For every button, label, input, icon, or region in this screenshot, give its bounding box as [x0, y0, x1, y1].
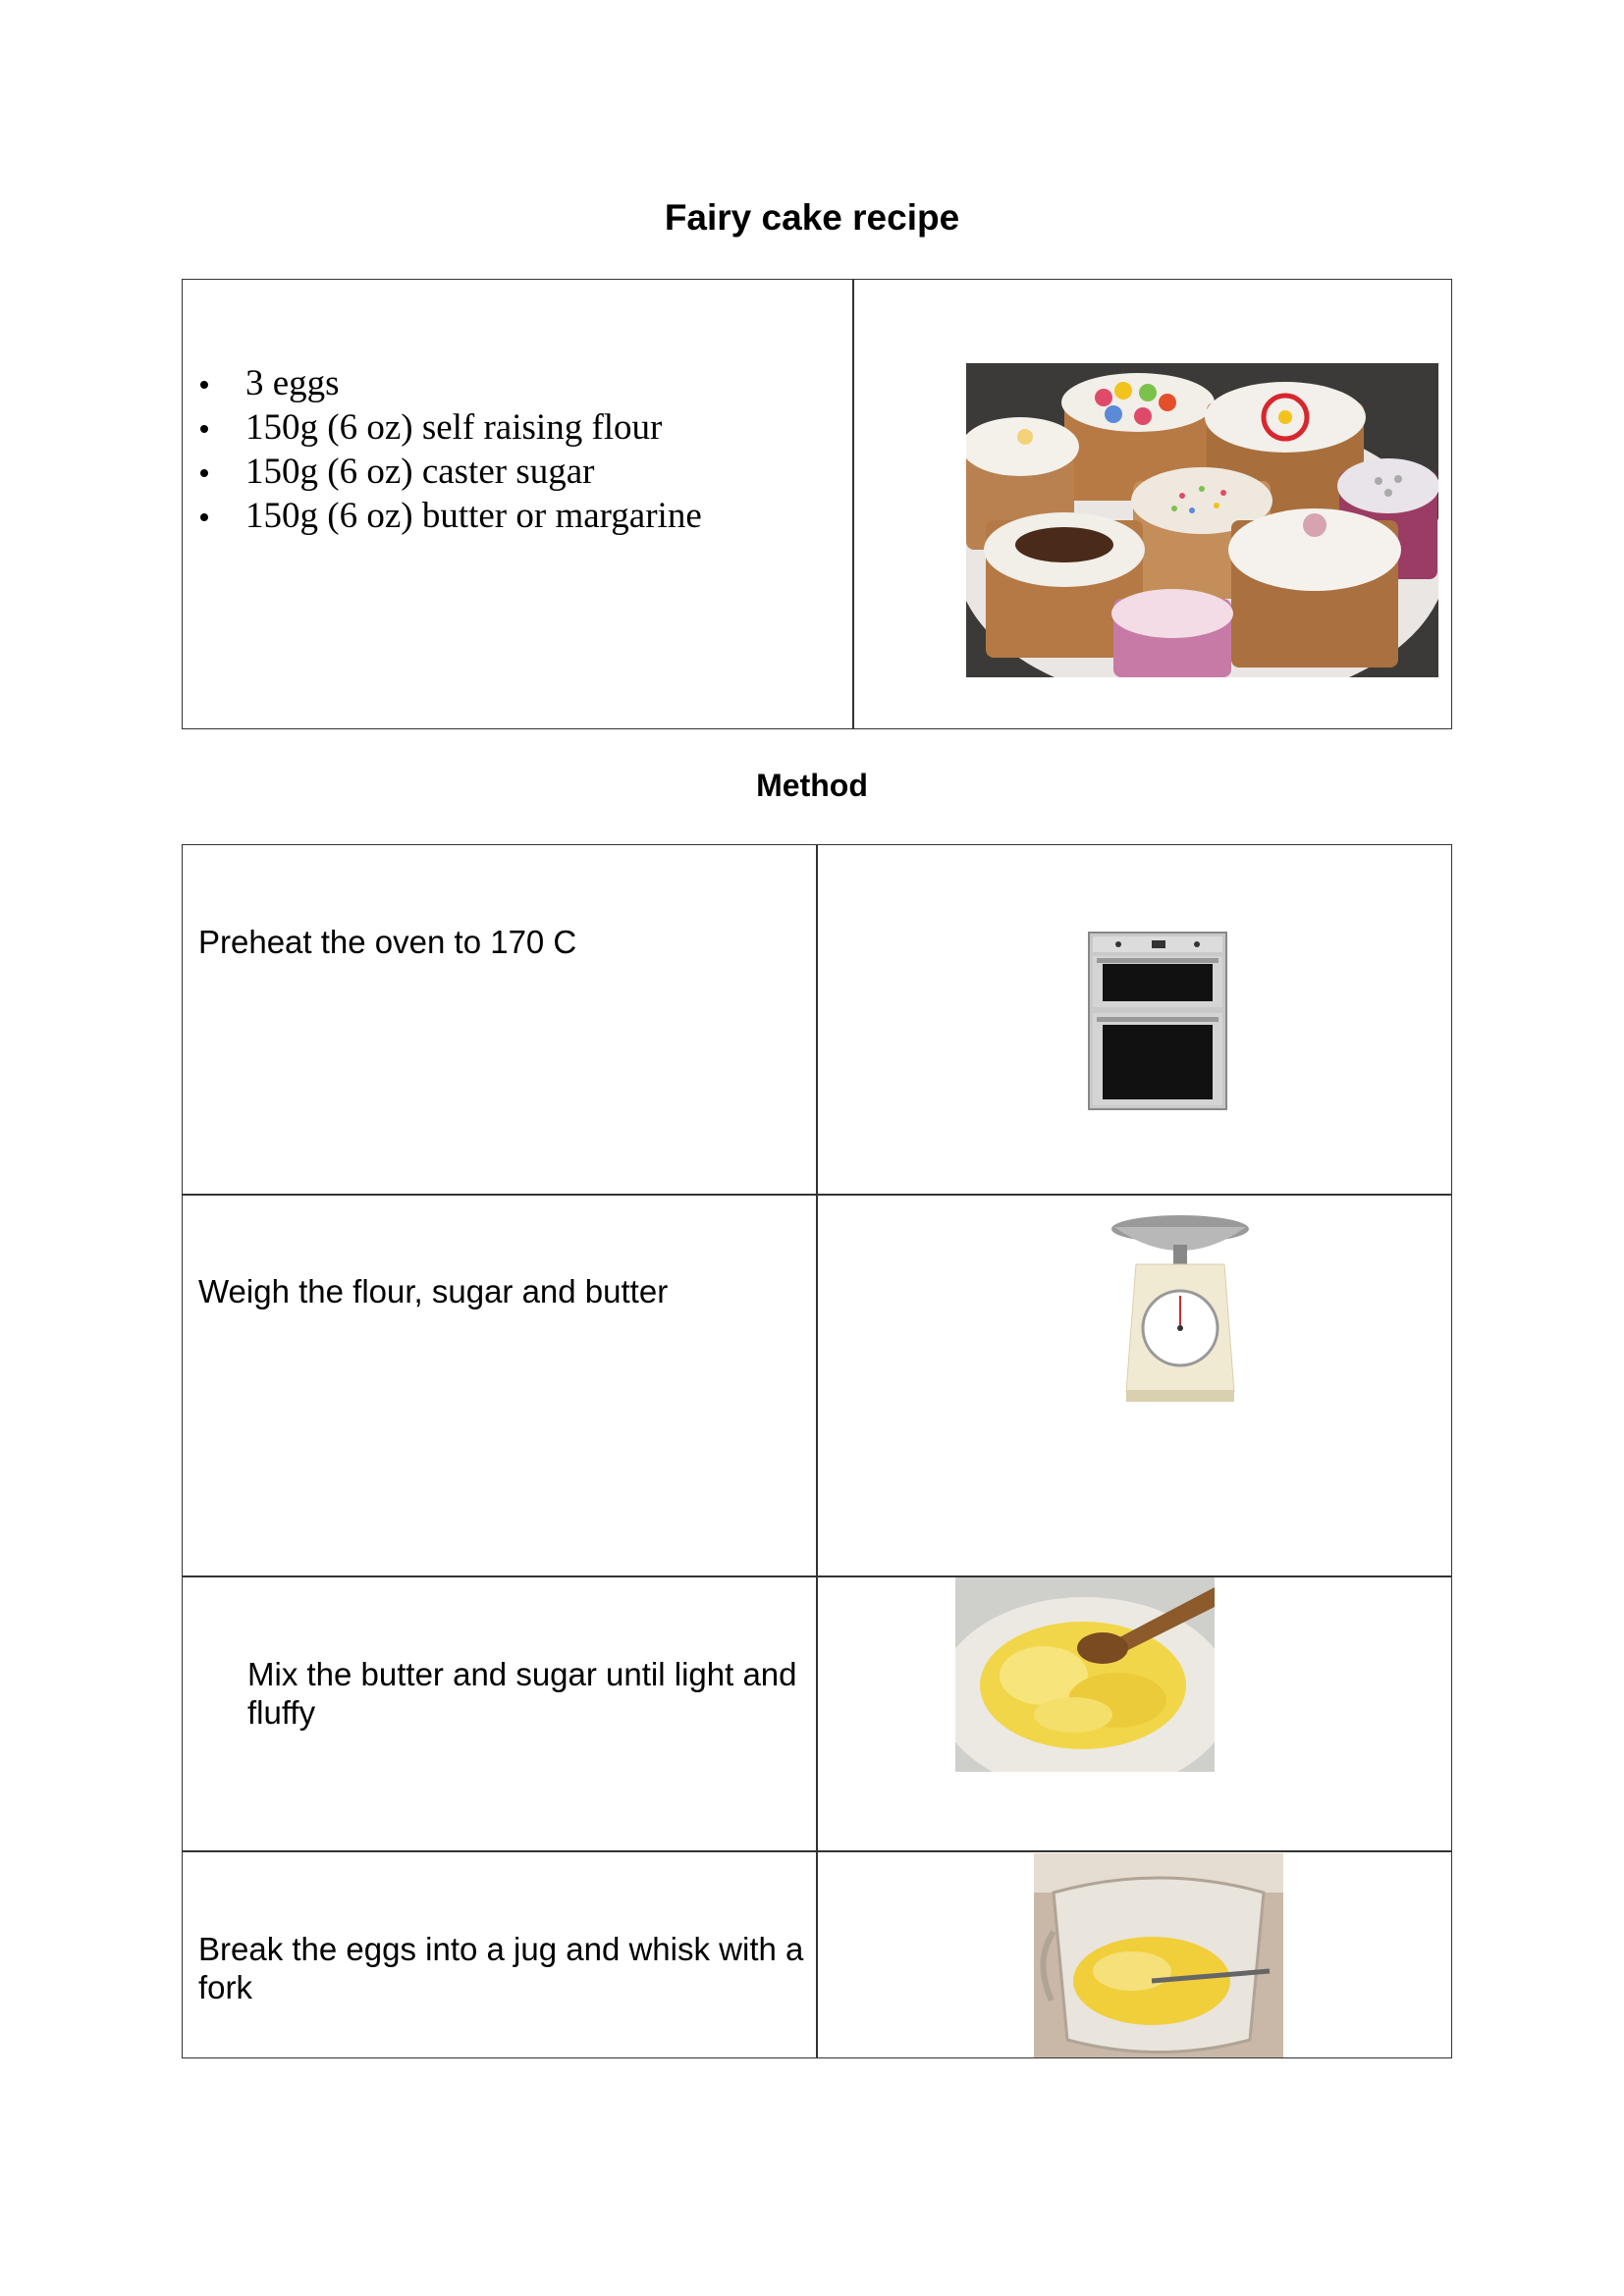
- ingredient-item: 150g (6 oz) caster sugar: [245, 450, 702, 494]
- cupcakes-image: [966, 363, 1438, 677]
- creamed-butter-image: [955, 1577, 1215, 1772]
- ingredients-list: [245, 361, 702, 538]
- method-table-divider: [816, 844, 818, 2058]
- ingredient-item: 3 eggs: [245, 361, 702, 405]
- oven-image: [1050, 923, 1266, 1113]
- method-row-divider: [182, 1850, 1452, 1852]
- ingredients-table-divider: [852, 279, 854, 729]
- page-title: Fairy cake recipe: [664, 197, 960, 238]
- whisked-eggs-image: [1034, 1853, 1283, 2057]
- ingredient-item: 150g (6 oz) self raising flour: [245, 405, 702, 450]
- method-row-divider: [182, 1194, 1452, 1196]
- method-row-divider: [182, 1575, 1452, 1577]
- method-step-text: Preheat the oven to 170 C: [198, 924, 577, 960]
- method-step-text: Weigh the flour, sugar and butter: [198, 1273, 669, 1309]
- kitchen-scale-image: [1087, 1205, 1273, 1412]
- ingredient-item: 150g (6 oz) butter or margarine: [245, 496, 702, 536]
- method-heading: Method: [756, 768, 868, 803]
- method-step-text: Break the eggs into a jug and whisk with a fork: [198, 1931, 804, 2005]
- method-step-text: Mix the butter and sugar until light and fluffy: [247, 1656, 797, 1731]
